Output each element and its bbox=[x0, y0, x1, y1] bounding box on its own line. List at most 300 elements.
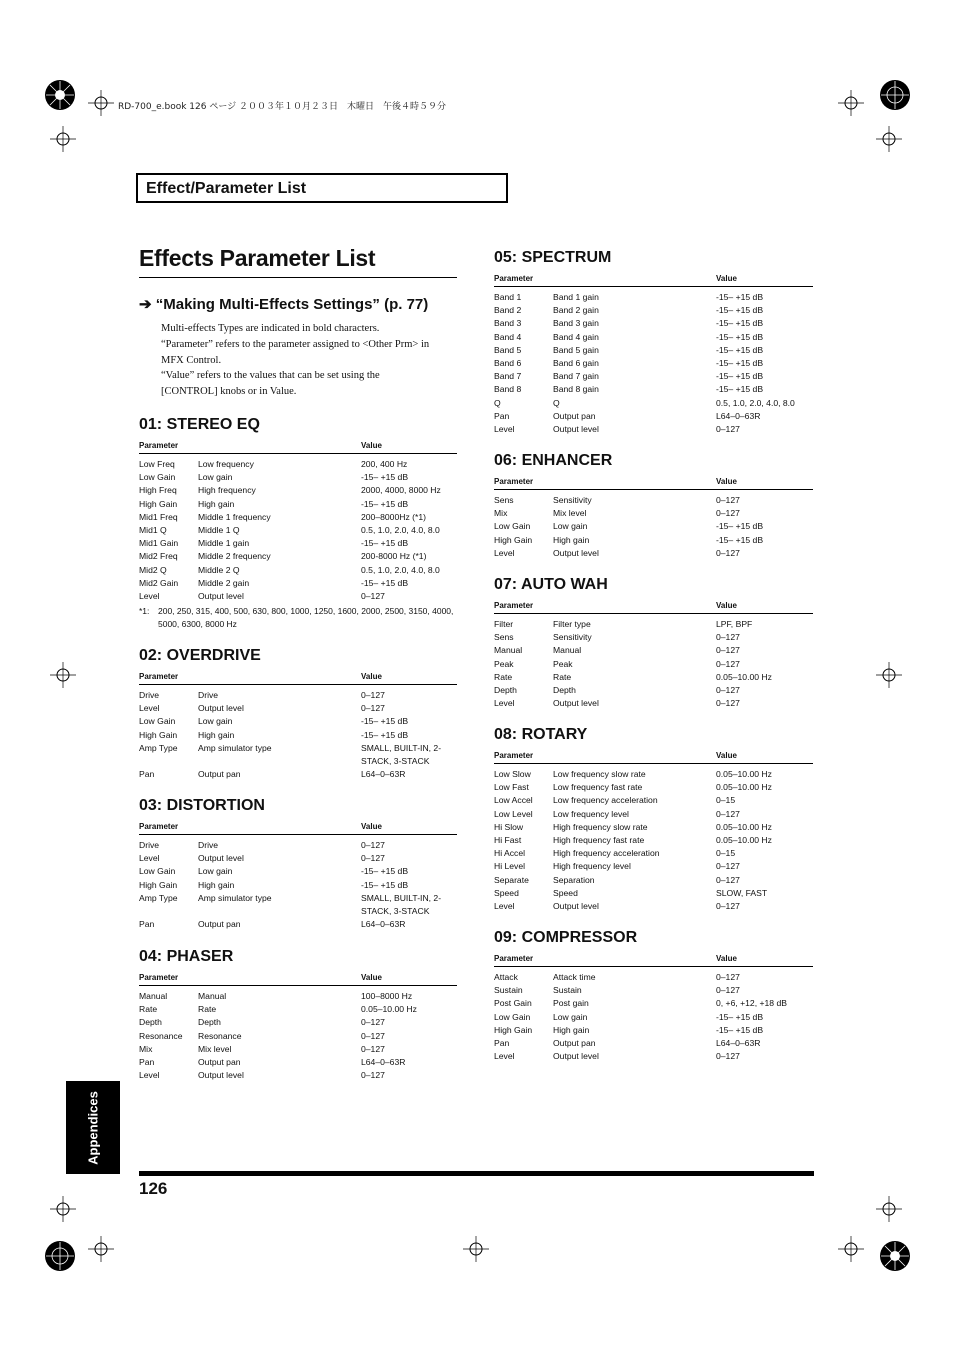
param-short-name: Rate bbox=[494, 671, 513, 682]
param-description: Band 2 gain bbox=[553, 305, 599, 316]
cross-reference-link[interactable]: ➔ “Making Multi-Effects Settings” (p. 77) bbox=[139, 296, 429, 313]
param-description: Manual bbox=[198, 991, 227, 1001]
crosshair-icon bbox=[463, 1236, 489, 1262]
param-short-name: Low Gain bbox=[139, 716, 176, 727]
param-description: Output level bbox=[198, 1070, 244, 1081]
table-row bbox=[494, 534, 813, 547]
param-description: High frequency level bbox=[553, 861, 631, 872]
column-header-value: Value bbox=[716, 477, 737, 486]
effect-title: 09: COMPRESSOR bbox=[494, 929, 638, 946]
param-short-name: Mid2 Gain bbox=[139, 577, 179, 588]
param-value: -15– +15 dB bbox=[716, 371, 764, 382]
param-description: Output pan bbox=[198, 769, 241, 780]
param-value: -15– +15 dB bbox=[716, 1011, 764, 1022]
param-value: 0–127 bbox=[716, 508, 740, 519]
table-row bbox=[139, 865, 457, 878]
effect-title: 06: ENHANCER bbox=[494, 452, 613, 469]
param-description: Depth bbox=[198, 1017, 221, 1028]
param-value: 0.05–10.00 Hz bbox=[716, 821, 772, 832]
table-row bbox=[139, 471, 457, 484]
param-short-name: Band 4 bbox=[494, 331, 522, 342]
param-value: 0–127 bbox=[716, 861, 740, 872]
table-row bbox=[139, 990, 457, 1003]
table-row bbox=[494, 304, 813, 317]
param-value: 0–127 bbox=[716, 658, 740, 669]
effect-spectrum bbox=[494, 249, 813, 436]
param-short-name: Separate bbox=[494, 874, 529, 885]
table-header bbox=[139, 971, 457, 986]
param-short-name: Low Slow bbox=[494, 769, 531, 779]
table-header bbox=[139, 820, 457, 835]
param-description: Middle 2 gain bbox=[198, 577, 250, 588]
param-short-name: Mid2 Freq bbox=[139, 551, 178, 562]
param-description: High frequency acceleration bbox=[553, 848, 660, 859]
param-description: Sustain bbox=[553, 985, 582, 996]
param-description: Attack time bbox=[553, 972, 596, 982]
param-short-name: Speed bbox=[494, 887, 519, 898]
table-row bbox=[494, 1037, 813, 1050]
param-description: Output level bbox=[553, 423, 599, 434]
param-short-name: Pan bbox=[494, 410, 510, 421]
param-description: Mix level bbox=[553, 508, 587, 519]
param-short-name: Q bbox=[494, 397, 501, 408]
param-description: Drive bbox=[198, 690, 219, 700]
table-row bbox=[494, 397, 813, 410]
param-short-name: Resonance bbox=[139, 1030, 183, 1041]
param-short-name: Sens bbox=[494, 632, 514, 643]
param-description: Output level bbox=[198, 703, 244, 714]
param-value: 100–8000 Hz bbox=[361, 991, 413, 1001]
param-value: 0.05–10.00 Hz bbox=[716, 769, 772, 779]
param-value: 0, +6, +12, +18 dB bbox=[716, 998, 787, 1009]
column-header-value: Value bbox=[361, 822, 382, 831]
table-row bbox=[139, 702, 457, 715]
param-short-name: Mid1 Q bbox=[139, 524, 167, 535]
param-description: Band 4 gain bbox=[553, 331, 599, 342]
param-short-name: Band 1 bbox=[494, 292, 522, 302]
column-header-value: Value bbox=[361, 672, 382, 681]
param-description: Depth bbox=[553, 684, 576, 695]
page-title: Effects Parameter List bbox=[139, 245, 376, 271]
param-value: -15– +15 dB bbox=[361, 577, 409, 588]
column-header-parameter: Parameter bbox=[139, 822, 179, 831]
intro-line: [CONTROL] knobs or in Value. bbox=[161, 386, 297, 398]
param-short-name: Band 6 bbox=[494, 357, 522, 368]
param-short-name: High Gain bbox=[139, 729, 178, 740]
table-row bbox=[494, 494, 813, 507]
column-header-parameter: Parameter bbox=[139, 441, 179, 450]
table-row bbox=[494, 410, 813, 423]
param-value: 0.05–10.00 Hz bbox=[716, 834, 772, 845]
section-title-box bbox=[136, 173, 508, 203]
crosshair-icon bbox=[876, 126, 902, 152]
param-short-name: Low Gain bbox=[494, 521, 531, 532]
param-short-name: High Gain bbox=[139, 498, 178, 509]
param-description: High gain bbox=[198, 879, 235, 890]
param-value: -15– +15 dB bbox=[361, 538, 409, 549]
param-short-name: Mid1 Gain bbox=[139, 538, 179, 549]
param-value: L64–0–63R bbox=[716, 1037, 761, 1048]
column-header-value: Value bbox=[361, 441, 382, 450]
param-value: L64–0–63R bbox=[361, 769, 406, 780]
param-short-name: Level bbox=[494, 1051, 515, 1062]
column-header-parameter: Parameter bbox=[494, 477, 534, 486]
param-value: 0–127 bbox=[716, 985, 740, 996]
param-short-name: Low Gain bbox=[139, 472, 176, 483]
param-value: 0.5, 1.0, 2.0, 4.0, 8.0 bbox=[361, 564, 440, 575]
table-row bbox=[494, 834, 813, 847]
table-row bbox=[139, 768, 457, 781]
param-description: Output level bbox=[553, 698, 599, 709]
param-description: Resonance bbox=[198, 1030, 242, 1041]
param-short-name: Level bbox=[494, 900, 515, 911]
param-short-name: Depth bbox=[139, 1017, 162, 1028]
effect-title: 03: DISTORTION bbox=[139, 797, 265, 814]
param-value: 0–127 bbox=[716, 874, 740, 885]
column-header-value: Value bbox=[716, 751, 737, 760]
table-row bbox=[494, 768, 813, 781]
column-header-value: Value bbox=[361, 973, 382, 982]
table-row bbox=[494, 1011, 813, 1024]
param-description: Low gain bbox=[198, 472, 233, 483]
param-short-name: Band 5 bbox=[494, 344, 522, 355]
param-short-name: Level bbox=[139, 1070, 160, 1081]
param-short-name: Low Gain bbox=[139, 866, 176, 877]
crosshair-icon bbox=[838, 1236, 864, 1262]
param-value: -15– +15 dB bbox=[716, 305, 764, 316]
param-value: 0–127 bbox=[361, 1017, 385, 1028]
section-title: Effect/Parameter List bbox=[146, 180, 307, 197]
column-header-parameter: Parameter bbox=[494, 274, 534, 283]
param-short-name: Hi Accel bbox=[494, 848, 526, 859]
param-value: L64–0–63R bbox=[716, 410, 761, 421]
param-description: Middle 2 Q bbox=[198, 564, 240, 575]
param-value: 0.05–10.00 Hz bbox=[716, 671, 772, 682]
crosshair-icon bbox=[50, 1196, 76, 1222]
table-row bbox=[139, 689, 457, 702]
intro-line: Multi-effects Types are indicated in bold characters. bbox=[161, 323, 380, 334]
param-description: Output level bbox=[553, 1051, 599, 1062]
table-header bbox=[494, 599, 813, 614]
table-row bbox=[494, 423, 813, 436]
param-description: Output level bbox=[553, 900, 599, 911]
param-description: Q bbox=[553, 397, 560, 408]
table-row bbox=[494, 697, 813, 710]
param-value: SLOW, FAST bbox=[716, 887, 768, 898]
table-row bbox=[139, 511, 457, 524]
param-description: Manual bbox=[553, 645, 582, 656]
param-value: 0.5, 1.0, 2.0, 4.0, 8.0 bbox=[361, 524, 440, 535]
param-short-name: Level bbox=[139, 703, 160, 714]
param-value: 0–127 bbox=[716, 645, 740, 656]
param-value: 0.5, 1.0, 2.0, 4.0, 8.0 bbox=[716, 397, 795, 408]
param-short-name: Depth bbox=[494, 684, 517, 695]
table-row bbox=[139, 498, 457, 511]
effect-title: 08: ROTARY bbox=[494, 726, 588, 743]
param-value: 0–127 bbox=[716, 495, 740, 505]
param-short-name: Sustain bbox=[494, 985, 523, 996]
table-row bbox=[494, 821, 813, 834]
table-row bbox=[494, 847, 813, 860]
param-description: Band 3 gain bbox=[553, 318, 599, 329]
param-description: Speed bbox=[553, 887, 578, 898]
param-description: Low frequency bbox=[198, 459, 254, 469]
column-header-parameter: Parameter bbox=[494, 601, 534, 610]
page-number: 126 bbox=[139, 1179, 168, 1198]
param-description: Low frequency slow rate bbox=[553, 769, 646, 779]
param-short-name: Low Level bbox=[494, 808, 533, 819]
param-value: -15– +15 dB bbox=[361, 866, 409, 877]
intro-line: “Value” refers to the values that can be set using the bbox=[161, 370, 380, 382]
param-value: 0–127 bbox=[716, 900, 740, 911]
crosshair-icon bbox=[88, 90, 114, 116]
crosshair-icon bbox=[838, 90, 864, 116]
table-row bbox=[139, 458, 457, 471]
param-short-name: Manual bbox=[139, 991, 168, 1001]
table-row bbox=[139, 892, 457, 918]
param-value: -15– +15 dB bbox=[361, 472, 409, 483]
param-short-name: Low Fast bbox=[494, 782, 529, 793]
param-short-name: Low Accel bbox=[494, 795, 533, 806]
table-row bbox=[139, 1043, 457, 1056]
effect-title: 04: PHASER bbox=[139, 948, 234, 965]
param-description: Drive bbox=[198, 840, 219, 850]
param-value: -15– +15 dB bbox=[716, 384, 764, 395]
column-header-value: Value bbox=[716, 601, 737, 610]
table-row bbox=[494, 1050, 813, 1063]
param-description: Low gain bbox=[553, 521, 588, 532]
effect-compressor bbox=[494, 929, 813, 1063]
param-short-name: High Freq bbox=[139, 485, 177, 496]
param-short-name: Pan bbox=[139, 769, 155, 780]
param-description: Post gain bbox=[553, 998, 589, 1009]
param-value: 0–127 bbox=[716, 972, 740, 982]
param-value: -15– +15 dB bbox=[716, 534, 764, 545]
param-value: -15– +15 dB bbox=[716, 318, 764, 329]
param-description: Low gain bbox=[198, 716, 233, 727]
param-short-name: Pan bbox=[494, 1037, 510, 1048]
table-row bbox=[494, 900, 813, 913]
table-row bbox=[139, 564, 457, 577]
param-description: Amp simulator type bbox=[198, 892, 272, 903]
table-row bbox=[494, 808, 813, 821]
param-short-name: Band 2 bbox=[494, 305, 522, 316]
param-short-name: Mid1 Freq bbox=[139, 511, 178, 522]
table-row bbox=[494, 781, 813, 794]
param-description: Rate bbox=[553, 671, 572, 682]
param-description: Output pan bbox=[198, 919, 241, 930]
param-description: Low frequency fast rate bbox=[553, 782, 643, 793]
table-row bbox=[494, 383, 813, 396]
param-value: 0–127 bbox=[716, 1051, 740, 1062]
param-value: 0.05–10.00 Hz bbox=[716, 782, 772, 793]
param-value: 200-8000 Hz (*1) bbox=[361, 551, 427, 562]
param-value: -15– +15 dB bbox=[716, 292, 764, 302]
param-short-name: Level bbox=[494, 423, 515, 434]
table-row bbox=[494, 331, 813, 344]
table-row bbox=[494, 344, 813, 357]
param-description: Output level bbox=[553, 547, 599, 558]
param-value: 0–127 bbox=[361, 1043, 385, 1054]
table-row bbox=[494, 887, 813, 900]
param-short-name: Low Freq bbox=[139, 459, 175, 469]
column-header-parameter: Parameter bbox=[494, 751, 534, 760]
param-value: 0–127 bbox=[716, 423, 740, 434]
table-row bbox=[139, 742, 457, 768]
effect-rotary bbox=[494, 726, 813, 913]
param-description: Rate bbox=[198, 1004, 217, 1015]
param-value: L64–0–63R bbox=[361, 1056, 406, 1067]
param-description: Middle 2 frequency bbox=[198, 551, 271, 562]
param-short-name: High Gain bbox=[494, 534, 533, 545]
effect-enhancer bbox=[494, 452, 813, 560]
effect-distortion bbox=[139, 797, 457, 931]
param-description: Band 8 gain bbox=[553, 384, 599, 395]
param-description: Band 7 gain bbox=[553, 371, 599, 382]
param-value: 200–8000Hz (*1) bbox=[361, 511, 426, 522]
table-row bbox=[494, 507, 813, 520]
param-value: LPF, BPF bbox=[716, 619, 753, 629]
param-description: Output level bbox=[198, 590, 244, 601]
param-short-name: Level bbox=[494, 547, 515, 558]
crosshair-icon bbox=[50, 126, 76, 152]
param-value: 0–15 bbox=[716, 795, 736, 806]
crosshair-icon bbox=[88, 1236, 114, 1262]
crosshair-icon bbox=[50, 662, 76, 688]
param-short-name: Mix bbox=[494, 508, 508, 519]
param-value: -15– +15 dB bbox=[361, 729, 409, 740]
table-header bbox=[139, 439, 457, 454]
table-row bbox=[494, 671, 813, 684]
param-description: Separation bbox=[553, 874, 595, 885]
table-row bbox=[139, 729, 457, 742]
table-header bbox=[494, 272, 813, 287]
param-description: Sensitivity bbox=[553, 632, 592, 643]
param-value: 2000, 4000, 8000 Hz bbox=[361, 485, 441, 496]
intro-line: “Parameter” refers to the parameter assigned to <Other Prm> in bbox=[161, 338, 430, 350]
crosshair-icon bbox=[876, 1196, 902, 1222]
registration-target-icon bbox=[875, 75, 915, 115]
table-row bbox=[494, 644, 813, 657]
table-row bbox=[139, 537, 457, 550]
table-row bbox=[494, 794, 813, 807]
param-short-name: Manual bbox=[494, 645, 523, 656]
param-value: -15– +15 dB bbox=[361, 498, 409, 509]
table-row bbox=[139, 1003, 457, 1016]
table-row bbox=[139, 484, 457, 497]
param-value: -15– +15 dB bbox=[716, 1024, 764, 1035]
param-short-name: Rate bbox=[139, 1004, 158, 1015]
table-header bbox=[494, 952, 813, 967]
param-value: 0–127 bbox=[716, 684, 740, 695]
param-short-name: Hi Fast bbox=[494, 834, 522, 845]
table-row bbox=[139, 1016, 457, 1029]
table-row bbox=[139, 1030, 457, 1043]
param-value: 0–127 bbox=[361, 1070, 385, 1081]
table-row bbox=[139, 839, 457, 852]
param-short-name: Level bbox=[139, 853, 160, 864]
registration-target-icon bbox=[40, 75, 80, 115]
param-short-name: Attack bbox=[494, 972, 518, 982]
param-description: Low gain bbox=[553, 1011, 588, 1022]
param-description: Output level bbox=[198, 853, 244, 864]
registration-target-icon bbox=[875, 1236, 915, 1276]
table-row bbox=[494, 874, 813, 887]
column-header-value: Value bbox=[716, 274, 737, 283]
param-value: 0.05–10.00 Hz bbox=[361, 1004, 417, 1015]
effect-title: 01: STEREO EQ bbox=[139, 416, 260, 433]
param-value: 0–127 bbox=[716, 698, 740, 709]
param-short-name: Low Gain bbox=[494, 1011, 531, 1022]
registration-target-icon bbox=[40, 1236, 80, 1276]
param-short-name: Band 7 bbox=[494, 371, 522, 382]
param-short-name: Post Gain bbox=[494, 998, 532, 1009]
param-description: Peak bbox=[553, 658, 573, 669]
table-row bbox=[494, 317, 813, 330]
table-row bbox=[494, 631, 813, 644]
param-short-name: Filter bbox=[494, 619, 514, 629]
table-row bbox=[494, 357, 813, 370]
param-value: -15– +15 dB bbox=[716, 521, 764, 532]
table-row bbox=[494, 520, 813, 533]
footnote-text: 200, 250, 315, 400, 500, 630, 800, 1000, 1250, 1600, 2000, 2500, 3150, 4000, 5000, 6300, 8000 Hz bbox=[158, 606, 454, 630]
param-value: SMALL, BUILT-IN, 2-STACK, 3-STACK bbox=[361, 892, 442, 916]
table-row bbox=[494, 997, 813, 1010]
param-description: Middle 1 frequency bbox=[198, 511, 271, 522]
param-description: Band 6 gain bbox=[553, 357, 599, 368]
table-row bbox=[494, 684, 813, 697]
table-row bbox=[139, 590, 457, 603]
param-description: High gain bbox=[198, 498, 235, 509]
table-row bbox=[139, 918, 457, 931]
param-value: 0–127 bbox=[361, 690, 385, 700]
crosshair-icon bbox=[876, 662, 902, 688]
param-value: L64–0–63R bbox=[361, 919, 406, 930]
footer-divider bbox=[139, 1171, 814, 1176]
title-divider bbox=[139, 277, 457, 278]
param-value: -15– +15 dB bbox=[361, 879, 409, 890]
param-description: Output pan bbox=[553, 410, 596, 421]
param-short-name: Hi Level bbox=[494, 861, 526, 872]
param-description: High frequency fast rate bbox=[553, 834, 645, 845]
table-row bbox=[494, 984, 813, 997]
table-row bbox=[494, 971, 813, 984]
param-value: 0–127 bbox=[716, 632, 740, 643]
table-row bbox=[494, 291, 813, 304]
table-row bbox=[494, 1024, 813, 1037]
param-value: 0–127 bbox=[716, 808, 740, 819]
param-description: Output pan bbox=[553, 1037, 596, 1048]
effect-title: 02: OVERDRIVE bbox=[139, 647, 261, 664]
table-row bbox=[139, 524, 457, 537]
intro-text bbox=[161, 321, 461, 400]
param-short-name: Sens bbox=[494, 495, 514, 505]
param-description: High gain bbox=[553, 1024, 590, 1035]
param-description: Sensitivity bbox=[553, 495, 592, 505]
table-row bbox=[494, 860, 813, 873]
footnote bbox=[139, 605, 457, 631]
table-row bbox=[139, 577, 457, 590]
param-short-name: Amp Type bbox=[139, 892, 178, 903]
param-short-name: Mix bbox=[139, 1043, 153, 1054]
param-description: Low frequency acceleration bbox=[553, 795, 658, 806]
table-row bbox=[139, 1069, 457, 1082]
effect-phaser bbox=[139, 948, 457, 1082]
footnote-mark: *1: bbox=[139, 606, 150, 617]
param-short-name: Drive bbox=[139, 840, 160, 850]
param-description: Middle 1 gain bbox=[198, 538, 250, 549]
param-value: 0–127 bbox=[716, 547, 740, 558]
